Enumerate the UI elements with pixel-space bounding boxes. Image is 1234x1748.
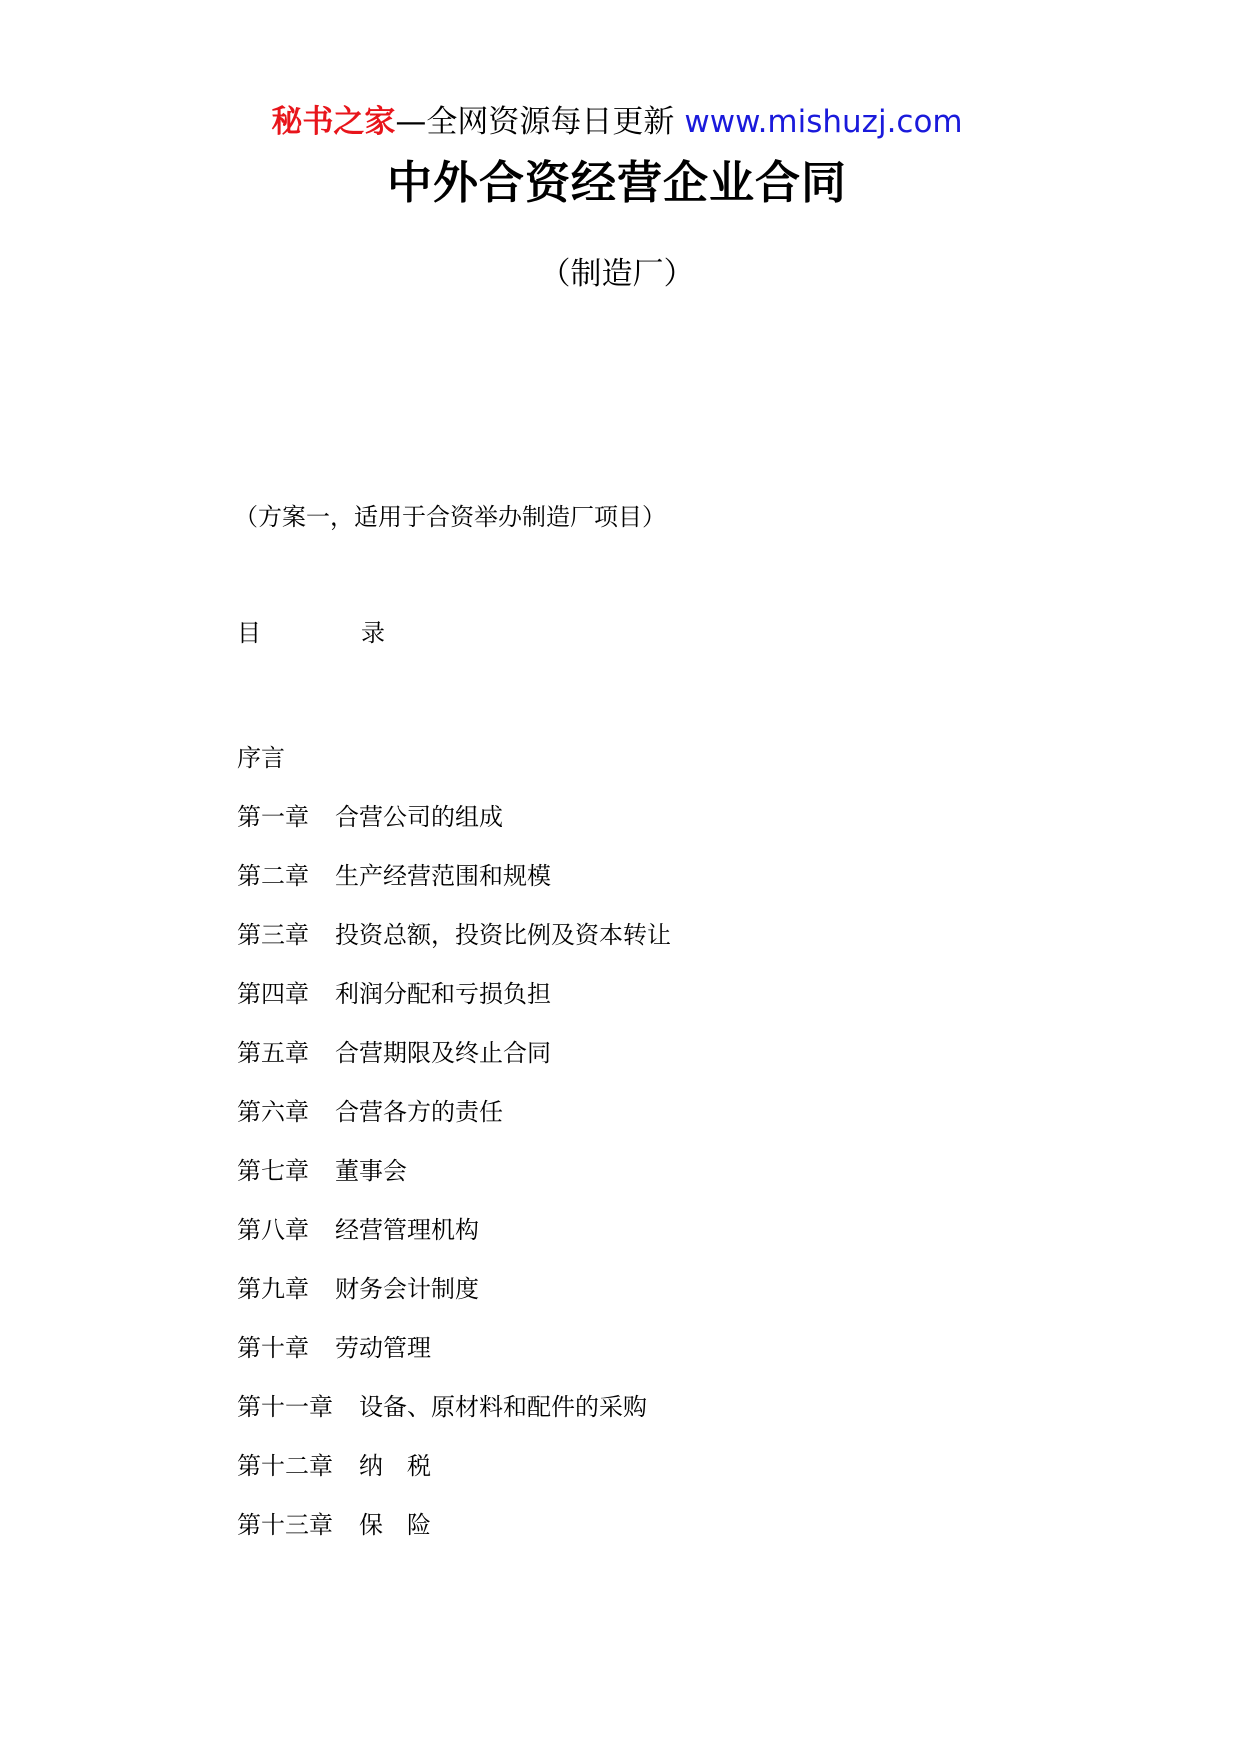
toc-item	[237, 788, 671, 847]
toc-item	[237, 1496, 671, 1555]
header-slogan: —全网资源每日更新	[395, 104, 675, 140]
toc-item	[237, 1142, 671, 1201]
toc-item-title: 董事会	[335, 1157, 407, 1185]
toc-heading-right: 录	[361, 619, 385, 647]
toc-item-number: 第四章	[237, 980, 309, 1008]
toc-item-number: 第二章	[237, 862, 309, 890]
toc-item-number: 第九章	[237, 1275, 309, 1303]
toc-item-title: 合营各方的责任	[335, 1098, 503, 1126]
toc-item-title: 利润分配和亏损负担	[335, 980, 551, 1008]
toc-item	[237, 1024, 671, 1083]
toc-item-number: 第五章	[237, 1039, 309, 1067]
toc-item-title: 劳动管理	[335, 1334, 431, 1362]
toc-item	[237, 1083, 671, 1142]
toc-item-title: 合营公司的组成	[335, 803, 503, 831]
toc-item-number: 第八章	[237, 1216, 309, 1244]
toc-item-number: 第三章	[237, 921, 309, 949]
toc-item-number: 序言	[237, 744, 285, 772]
header-url-link[interactable]: www.mishuzj.com	[684, 104, 963, 140]
toc-item	[237, 906, 671, 965]
toc-item-number: 第一章	[237, 803, 309, 831]
toc-item-number: 第十一章	[237, 1393, 333, 1421]
toc-item-title: 纳 税	[359, 1452, 431, 1480]
toc-item	[237, 1201, 671, 1260]
toc-item-number: 第六章	[237, 1098, 309, 1126]
toc-item	[237, 847, 671, 906]
toc-item-number: 第七章	[237, 1157, 309, 1185]
toc-item-number: 第十三章	[237, 1511, 333, 1539]
document-title: 中外合资经营企业合同	[386, 156, 847, 209]
toc-heading	[237, 615, 385, 651]
document-subtitle: （制造厂）	[539, 256, 695, 292]
toc-item-title: 设备、原材料和配件的采购	[359, 1393, 647, 1421]
toc-item	[237, 1437, 671, 1496]
toc-item	[237, 965, 671, 1024]
toc-item-number: 第十章	[237, 1334, 309, 1362]
toc-item-title: 生产经营范围和规模	[335, 862, 551, 890]
toc-item-title: 投资总额，投资比例及资本转让	[335, 921, 671, 949]
header-banner	[0, 100, 1234, 144]
toc-item	[237, 1378, 671, 1437]
toc-item-title: 保 险	[359, 1511, 431, 1539]
toc-item-title: 财务会计制度	[335, 1275, 479, 1303]
document-note: （方案一，适用于合资举办制造厂项目）	[234, 503, 666, 531]
toc-item-title: 经营管理机构	[335, 1216, 479, 1244]
toc-heading-left: 目	[237, 619, 261, 647]
toc-item	[237, 1260, 671, 1319]
table-of-contents	[237, 729, 671, 1555]
toc-item	[237, 729, 671, 788]
toc-item	[237, 1319, 671, 1378]
toc-item-number: 第十二章	[237, 1452, 333, 1480]
brand-name: 秘书之家	[271, 104, 396, 140]
toc-item-title: 合营期限及终止合同	[335, 1039, 551, 1067]
